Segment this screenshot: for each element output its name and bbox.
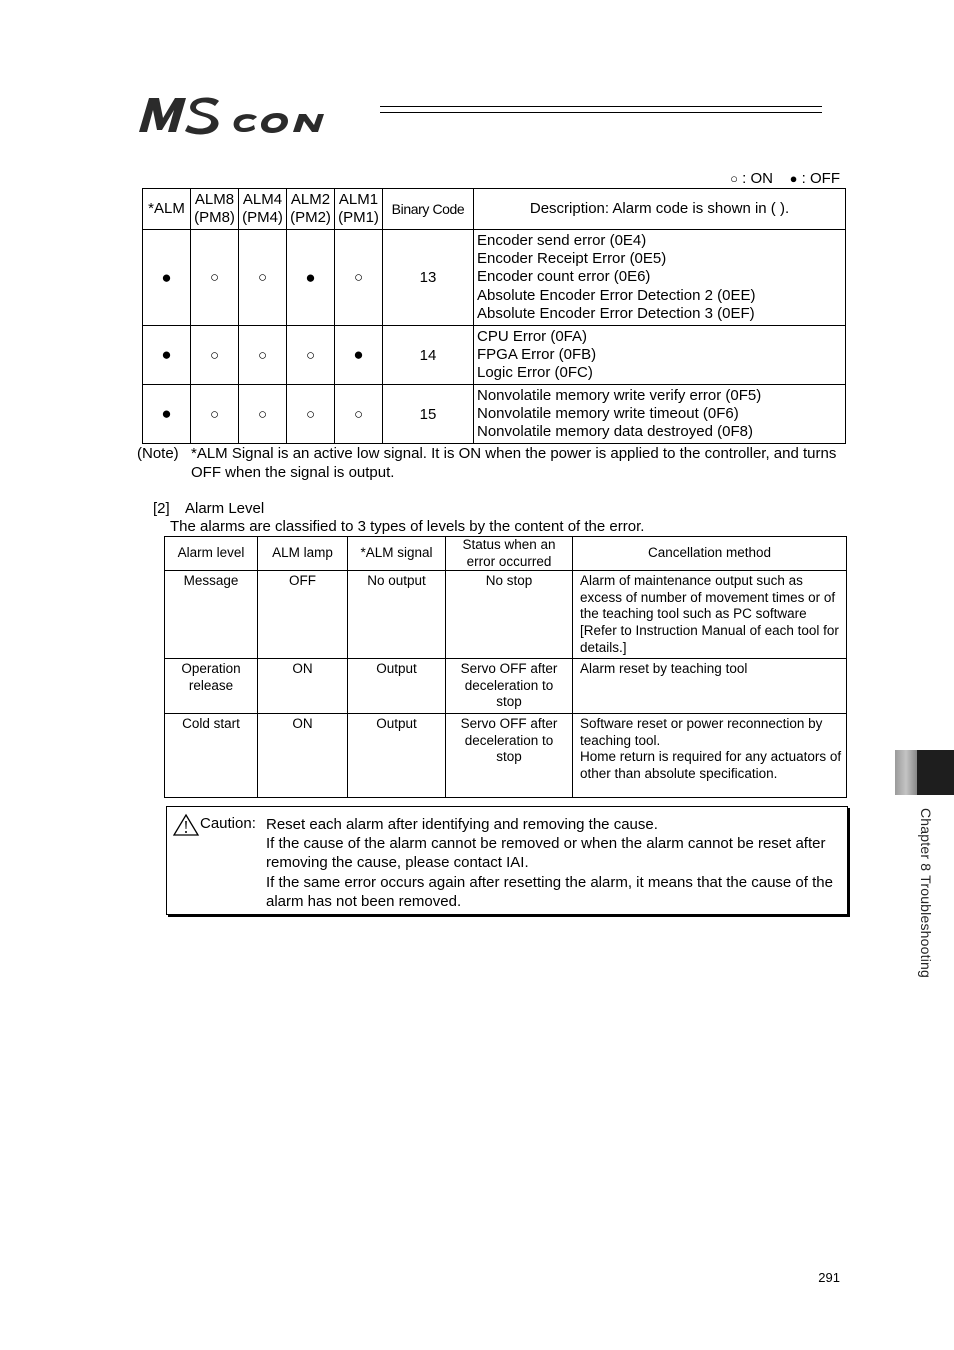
chapter-label: Chapter 8 Troubleshooting [918,808,934,978]
note-label: (Note) [137,445,179,462]
alarm-code-table [142,188,846,444]
cell-cancellation-method: Software reset or power reconnection by teaching tool. Home return is required for any actuators of other than absolute specification. [573,713,847,797]
cell-alm1: ○ [335,385,383,444]
on-off-legend [600,170,840,187]
cell-alm: ● [143,385,191,444]
cell-binary-code: 13 [383,230,474,326]
cell-alm4: ○ [239,326,287,385]
header-alarm-level: Alarm level [165,537,258,571]
caution-text [266,815,844,911]
header-description: Description: Alarm code is shown in ( ). [474,189,846,230]
cell-alm8: ○ [191,326,239,385]
caution-label: Caution: [200,815,256,832]
table-row [143,385,846,444]
cell-description: Encoder send error (0E4) Encoder Receipt Error (0E5) Encoder count error (0E6) Absolute Encoder Error Detection 2 (0EE) Absolute Encoder Error Detection 3 (0EF) [474,230,846,326]
caution-box [166,806,848,915]
table-header-row [143,189,846,230]
mscon-logo [137,92,377,138]
cell-alm-lamp: OFF [258,571,348,659]
note-text: *ALM Signal is an active low signal. It is ON when the power is applied to the controller, and turns OFF when the signal is output. [191,445,837,481]
on-symbol: ○ [730,171,738,186]
cell-binary-code: 14 [383,326,474,385]
table-row [165,713,847,797]
section-title: Alarm Level [185,500,265,517]
page-number: 291 [818,1270,840,1285]
cell-description: Nonvolatile memory write verify error (0F5) Nonvolatile memory write timeout (0F6) Nonvolatile memory data destroyed (0F8) [474,385,846,444]
cell-alm-signal: No output [348,571,446,659]
cell-alm8: ○ [191,230,239,326]
cell-alarm-level: Cold start [165,713,258,797]
header-cancellation-method: Cancellation method [573,537,847,571]
header-binary-code: Binary Code [383,189,474,230]
table-row [143,230,846,326]
table-row [143,326,846,385]
cell-alm4: ○ [239,385,287,444]
off-label: : OFF [797,170,840,187]
header-alm-lamp: ALM lamp [258,537,348,571]
cell-alm-lamp: ON [258,659,348,714]
cell-alm-signal: Output [348,659,446,714]
header-alm8: ALM8 (PM8) [191,189,239,230]
caution-line: If the cause of the alarm cannot be removed or when the alarm cannot be reset after removing the cause, please contact IAI. [266,835,826,872]
table-row [165,659,847,714]
caution-line: If the same error occurs again after resetting the alarm, it means that the cause of the alarm has not been removed. [266,873,833,910]
warning-icon [172,813,200,837]
alarm-level-table [164,536,847,798]
cell-cancellation-method: Alarm reset by teaching tool [573,659,847,714]
cell-alm4: ○ [239,230,287,326]
table-row [165,571,847,659]
cell-alm2: ○ [287,326,335,385]
cell-alm2: ● [287,230,335,326]
header-alm: *ALM [143,189,191,230]
on-label: : ON [737,170,773,187]
chapter-tab-dark [917,750,954,795]
cell-alm2: ○ [287,385,335,444]
section-description: The alarms are classified to 3 types of levels by the content of the error. [170,518,645,535]
cell-alarm-level: Message [165,571,258,659]
header-rule-bottom [380,112,822,113]
header-alm2: ALM2 (PM2) [287,189,335,230]
cell-status: Servo OFF after deceleration to stop [446,713,573,797]
cell-alm8: ○ [191,385,239,444]
cell-status: No stop [446,571,573,659]
header-alm4: ALM4 (PM4) [239,189,287,230]
cell-alm-lamp: ON [258,713,348,797]
cell-alm-signal: Output [348,713,446,797]
cell-alarm-level: Operation release [165,659,258,714]
cell-description: CPU Error (0FA) FPGA Error (0FB) Logic Error (0FC) [474,326,846,385]
table-header-row [165,537,847,571]
cell-alm: ● [143,326,191,385]
section-number: [2] [153,500,170,517]
header-status: Status when an error occurred [446,537,573,571]
cell-cancellation-method: Alarm of maintenance output such as excess of number of movement times or of the teaching tool such as PC software [Refer to Instruction Manual of each tool for details.] [573,571,847,659]
chapter-tab-light [895,750,917,795]
header-rule-top [380,106,822,107]
header-alm1: ALM1 (PM1) [335,189,383,230]
caution-line: Reset each alarm after identifying and removing the cause. [266,816,658,833]
cell-alm: ● [143,230,191,326]
cell-status: Servo OFF after deceleration to stop [446,659,573,714]
cell-binary-code: 15 [383,385,474,444]
cell-alm1: ○ [335,230,383,326]
header-alm-signal: *ALM signal [348,537,446,571]
cell-alm1: ● [335,326,383,385]
off-symbol: ● [789,171,798,186]
